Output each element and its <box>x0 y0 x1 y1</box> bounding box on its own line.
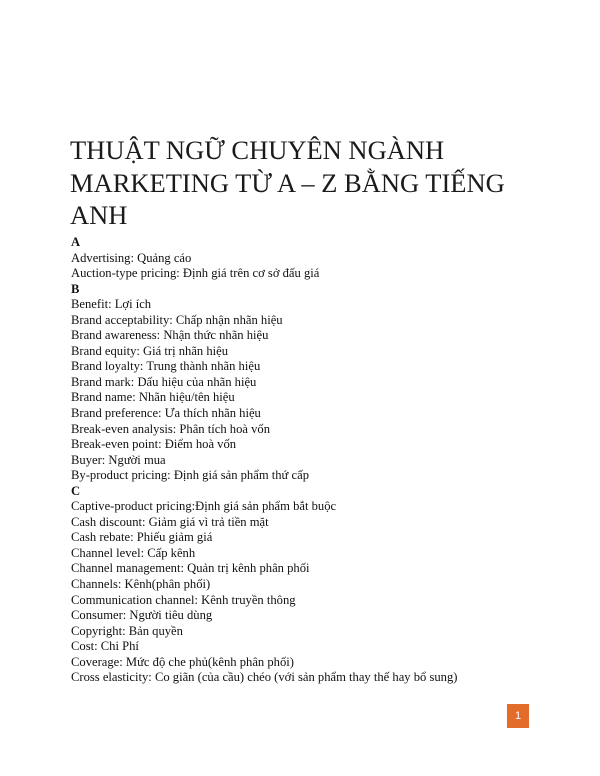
glossary-entry: Brand mark: Dấu hiệu của nhãn hiệu <box>71 374 257 389</box>
glossary-entry: Cash discount: Giảm giá vì trả tiền mặt <box>71 514 269 529</box>
glossary-entry: Buyer: Người mua <box>71 452 166 467</box>
glossary-entry: Channel management: Quản trị kênh phân phối <box>71 561 310 576</box>
glossary-entry: Brand equity: Giá trị nhãn hiệu <box>71 343 229 358</box>
section-letter-a: A <box>71 235 81 249</box>
glossary-entry: Channel level: Cấp kênh <box>71 545 196 560</box>
glossary-entry: Coverage: Mức độ che phủ(kênh phân phối) <box>71 654 294 669</box>
glossary-entry: Brand loyalty: Trung thành nhãn hiệu <box>71 359 261 374</box>
glossary-entry: Break-even analysis: Phân tích hoà vốn <box>71 421 270 436</box>
glossary-entry: Benefit: Lợi ích <box>71 297 152 312</box>
section-letter-b: B <box>71 281 80 296</box>
page-number-badge <box>507 704 529 728</box>
glossary-entry: Captive-product pricing:Định giá sản phẩm bắt buộc <box>71 499 337 514</box>
glossary-entry: Brand awareness: Nhận thức nhãn hiệu <box>71 328 269 343</box>
glossary-entry: Advertising: Quảng cáo <box>71 250 192 265</box>
page-title: THUẬT NGỮ CHUYÊN NGÀNH MARKETING TỪ A – Z BẰNG TIẾNG ANH <box>70 135 505 230</box>
glossary-entry: Cost: Chi Phí <box>71 639 139 654</box>
section-letter-c: C <box>71 483 81 498</box>
glossary-entry: Cross elasticity: Co giãn (của cầu) chéo (với sản phẩm thay thế hay bổ sung) <box>71 670 458 685</box>
glossary-entry: Communication channel: Kênh truyền thông <box>71 592 296 607</box>
glossary-entry: By-product pricing: Định giá sản phẩm thứ cấp <box>71 468 310 483</box>
page-number: 1 <box>514 710 522 722</box>
glossary-list <box>71 235 551 686</box>
glossary-entry: Consumer: Người tiêu dùng <box>71 608 213 623</box>
glossary-entry: Brand acceptability: Chấp nhận nhãn hiệu <box>71 312 283 327</box>
glossary-entry: Brand preference: Ưa thích nhãn hiệu <box>71 406 261 421</box>
glossary-entry: Brand name: Nhãn hiệu/tên hiệu <box>71 390 235 405</box>
glossary-entry: Cash rebate: Phiếu giảm giá <box>71 530 213 545</box>
glossary-entry: Copyright: Bản quyền <box>71 623 183 638</box>
glossary-entry: Break-even point: Điểm hoà vốn <box>71 437 237 452</box>
glossary-entry: Channels: Kênh(phân phối) <box>71 577 211 592</box>
glossary-entry: Auction-type pricing: Định giá trên cơ sở đấu giá <box>71 266 320 281</box>
